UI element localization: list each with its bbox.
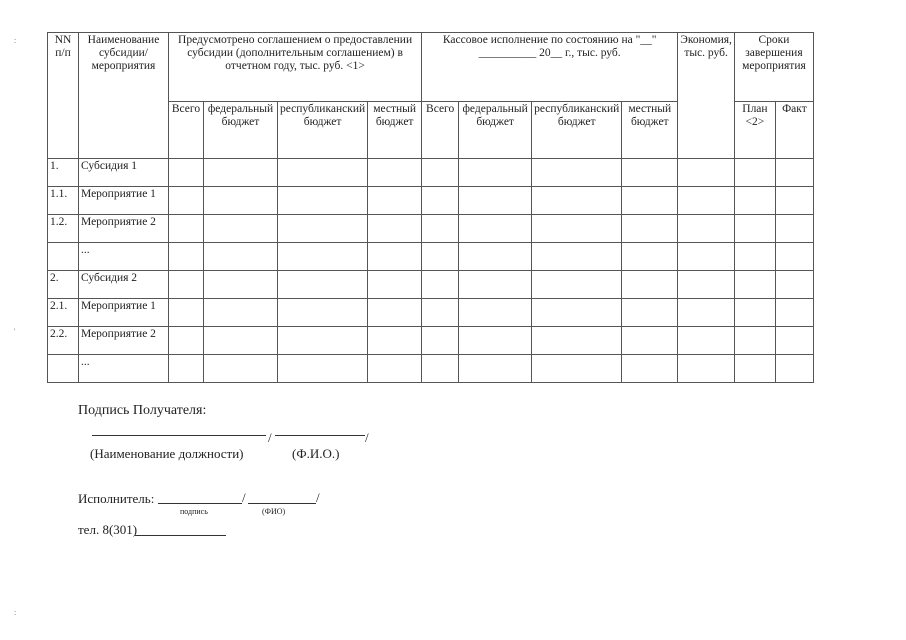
value-cell[interactable] [278,299,368,327]
value-cell[interactable] [459,299,532,327]
executor-label: Исполнитель: [78,491,155,506]
value-cell[interactable] [459,159,532,187]
value-cell[interactable] [775,243,813,271]
row-name: ... [79,243,169,271]
phone-label: тел. 8(301) [78,522,138,537]
value-cell[interactable] [204,355,278,383]
header-name: Наименование субсидии/мероприятия [79,33,169,159]
row-name: Мероприятие 1 [79,299,169,327]
value-cell[interactable] [459,215,532,243]
header-cash: Кассовое исполнение по состоянию на "__" __________ 20__ г., тыс. руб. [422,33,678,102]
value-cell[interactable] [734,243,775,271]
value-cell[interactable] [775,159,813,187]
table-row [48,299,814,327]
value-cell[interactable] [204,327,278,355]
slash-separator: / [316,490,320,505]
value-cell[interactable] [169,243,204,271]
value-cell[interactable] [278,187,368,215]
value-cell[interactable] [532,327,622,355]
scan-speck: ' [14,327,16,336]
value-cell[interactable] [622,299,678,327]
signature-title: Подпись Получателя: [78,403,207,418]
value-cell[interactable] [368,243,422,271]
value-cell[interactable] [532,243,622,271]
subheader-federal: федеральный бюджет [204,102,278,159]
value-cell[interactable] [622,159,678,187]
row-number [48,243,79,271]
sign-caption: подпись [180,507,208,516]
value-cell[interactable] [775,327,813,355]
header-planned: Предусмотрено соглашением о предоставлении субсидии (дополнительным соглашением) в отчетном году, тыс. руб. <1> [169,33,422,102]
value-cell[interactable] [459,243,532,271]
value-cell[interactable] [532,299,622,327]
value-cell[interactable] [169,215,204,243]
value-cell[interactable] [678,243,735,271]
value-cell[interactable] [368,215,422,243]
executor-fio-line[interactable] [248,503,316,504]
value-cell[interactable] [622,271,678,299]
row-name: Субсидия 2 [79,271,169,299]
value-cell[interactable] [169,159,204,187]
value-cell[interactable] [459,187,532,215]
table-row [48,159,814,187]
value-cell[interactable] [734,215,775,243]
value-cell[interactable] [734,355,775,383]
value-cell[interactable] [204,159,278,187]
value-cell[interactable] [775,299,813,327]
value-cell[interactable] [169,355,204,383]
value-cell[interactable] [622,187,678,215]
row-number: 2.1. [48,299,79,327]
value-cell[interactable] [775,215,813,243]
table-row [48,271,814,299]
value-cell[interactable] [422,299,459,327]
report-table [47,32,814,383]
value-cell[interactable] [368,159,422,187]
fio-small-caption: (ФИО) [262,507,286,516]
fio-caption: (Ф.И.О.) [292,446,340,461]
value-cell[interactable] [278,243,368,271]
row-number: 1.1. [48,187,79,215]
value-cell[interactable] [169,271,204,299]
value-cell[interactable] [368,271,422,299]
value-cell[interactable] [204,187,278,215]
value-cell[interactable] [278,355,368,383]
value-cell[interactable] [204,299,278,327]
subheader-total: Всего [422,102,459,159]
executor-sign-line[interactable] [158,503,242,504]
table-body [48,159,814,383]
scan-speck: : [14,608,17,617]
value-cell[interactable] [678,271,735,299]
position-caption: (Наименование должности) [90,446,244,461]
header-savings: Экономия, тыс. руб. [678,33,735,159]
subheader-plan: План <2> [734,102,775,159]
phone-line[interactable] [135,535,226,536]
subheader-fact: Факт [775,102,813,159]
value-cell[interactable] [678,187,735,215]
table-row [48,327,814,355]
table-row [48,243,814,271]
value-cell[interactable] [278,271,368,299]
value-cell[interactable] [368,327,422,355]
scan-speck: : [14,36,17,45]
value-cell[interactable] [459,271,532,299]
value-cell[interactable] [775,271,813,299]
subheader-total: Всего [169,102,204,159]
value-cell[interactable] [532,271,622,299]
value-cell[interactable] [204,271,278,299]
row-number: 1.2. [48,215,79,243]
value-cell[interactable] [532,215,622,243]
value-cell[interactable] [734,327,775,355]
value-cell[interactable] [734,299,775,327]
subheader-republic: республиканский бюджет [278,102,368,159]
table-row [48,215,814,243]
value-cell[interactable] [459,327,532,355]
value-cell[interactable] [278,327,368,355]
value-cell[interactable] [532,159,622,187]
header-terms: Сроки завершения мероприятия [734,33,813,102]
value-cell[interactable] [678,159,735,187]
value-cell[interactable] [278,159,368,187]
value-cell[interactable] [459,355,532,383]
value-cell[interactable] [422,243,459,271]
row-name: ... [79,355,169,383]
value-cell[interactable] [422,355,459,383]
value-cell[interactable] [169,187,204,215]
slash-separator: / [242,490,246,505]
subheader-local: местный бюджет [622,102,678,159]
table-row [48,355,814,383]
value-cell[interactable] [368,355,422,383]
value-cell[interactable] [775,355,813,383]
value-cell[interactable] [422,159,459,187]
value-cell[interactable] [278,215,368,243]
row-number: 2.2. [48,327,79,355]
value-cell[interactable] [532,355,622,383]
value-cell[interactable] [422,215,459,243]
row-number: 1. [48,159,79,187]
row-name: Мероприятие 1 [79,187,169,215]
value-cell[interactable] [734,159,775,187]
value-cell[interactable] [422,271,459,299]
slash-separator: / [365,430,369,445]
subheader-republic: республиканский бюджет [532,102,622,159]
value-cell[interactable] [678,215,735,243]
value-cell[interactable] [622,355,678,383]
row-number: 2. [48,271,79,299]
row-name: Субсидия 1 [79,159,169,187]
value-cell[interactable] [368,299,422,327]
value-cell[interactable] [368,187,422,215]
value-cell[interactable] [678,299,735,327]
position-line[interactable] [92,435,266,436]
value-cell[interactable] [678,327,735,355]
value-cell[interactable] [169,327,204,355]
fio-line[interactable] [275,435,365,436]
value-cell[interactable] [678,355,735,383]
value-cell[interactable] [622,243,678,271]
value-cell[interactable] [169,299,204,327]
value-cell[interactable] [204,243,278,271]
row-name: Мероприятие 2 [79,327,169,355]
value-cell[interactable] [734,271,775,299]
table-row [48,187,814,215]
value-cell[interactable] [204,215,278,243]
header-nn: NN п/п [48,33,79,159]
value-cell[interactable] [422,327,459,355]
value-cell[interactable] [422,187,459,215]
value-cell[interactable] [532,187,622,215]
value-cell[interactable] [734,187,775,215]
slash-separator: / [268,430,272,445]
subheader-federal: федеральный бюджет [459,102,532,159]
value-cell[interactable] [622,215,678,243]
value-cell[interactable] [775,187,813,215]
value-cell[interactable] [622,327,678,355]
subheader-local: местный бюджет [368,102,422,159]
row-name: Мероприятие 2 [79,215,169,243]
row-number [48,355,79,383]
